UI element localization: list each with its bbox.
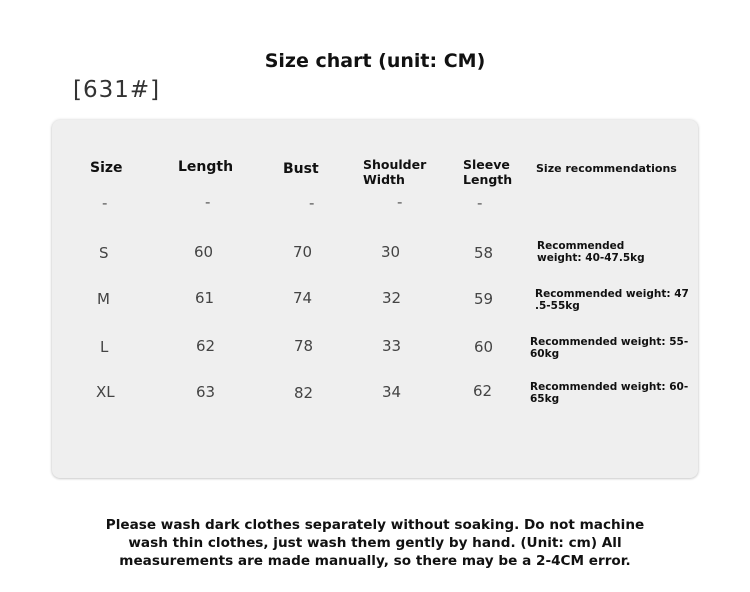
- row-m-sleeve: 59: [474, 290, 494, 308]
- product-code: [631#]: [73, 77, 161, 103]
- header-bust: Bust: [283, 161, 319, 177]
- row-s-sleeve: 58: [474, 244, 494, 262]
- row-l-size: L: [100, 338, 109, 356]
- header-length: Length: [178, 159, 234, 175]
- dash-shoulder: -: [397, 193, 403, 211]
- washing-note: Please wash dark clothes separately without soaking. Do not machine wash thin clothes, just wash them gently by hand. (Unit: cm) All measurements are made manually, so there may be a 2-4CM error.: [105, 517, 645, 569]
- row-xl-sleeve: 62: [473, 382, 493, 400]
- header-size-recommendations: Size recommendations: [536, 162, 677, 175]
- row-xl-length: 63: [196, 383, 216, 401]
- row-xl-shoulder: 34: [382, 383, 402, 401]
- row-l-shoulder: 33: [382, 337, 402, 355]
- row-s-bust: 70: [293, 243, 313, 261]
- header-size: Size: [90, 160, 123, 176]
- row-s-size: S: [99, 244, 109, 262]
- header-shoulder-width: Shoulder Width: [363, 157, 427, 187]
- row-m-bust: 74: [293, 289, 313, 307]
- row-s-shoulder: 30: [381, 243, 401, 261]
- row-l-recommendation: Recommended weight: 55- 60kg: [530, 336, 689, 360]
- dash-sleeve: -: [477, 194, 483, 212]
- row-l-sleeve: 60: [474, 338, 494, 356]
- row-m-size: M: [97, 290, 110, 308]
- dash-bust: -: [309, 194, 315, 212]
- row-xl-size: XL: [96, 383, 115, 401]
- row-s-recommendation: Recommended weight: 40-47.5kg: [537, 240, 645, 264]
- row-m-shoulder: 32: [382, 289, 402, 307]
- row-l-bust: 78: [294, 337, 314, 355]
- row-m-length: 61: [195, 289, 215, 307]
- dash-length: -: [205, 193, 211, 211]
- dash-size: -: [102, 194, 108, 212]
- row-xl-bust: 82: [294, 384, 314, 402]
- size-chart-title: Size chart (unit: CM): [264, 50, 486, 72]
- row-l-length: 62: [196, 337, 216, 355]
- row-xl-recommendation: Recommended weight: 60- 65kg: [530, 381, 689, 405]
- row-s-length: 60: [194, 243, 214, 261]
- row-m-recommendation: Recommended weight: 47 .5-55kg: [535, 288, 689, 312]
- header-sleeve-length: Sleeve Length: [463, 157, 513, 187]
